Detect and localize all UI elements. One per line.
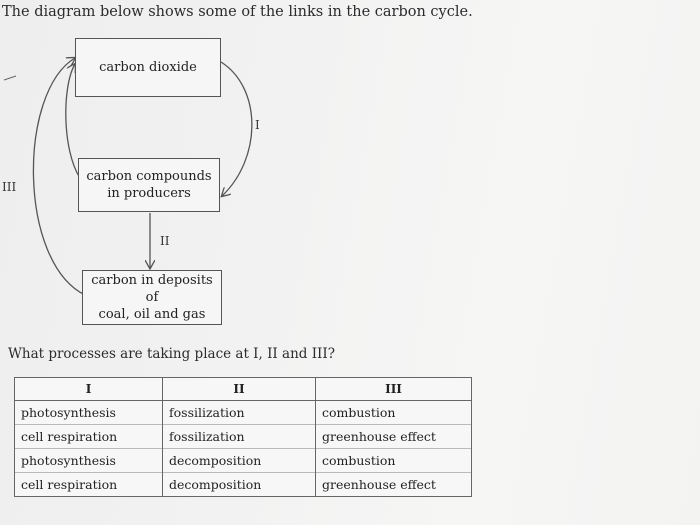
box-producers-line2: in producers: [107, 186, 191, 201]
table-row: [15, 425, 472, 449]
box-deposits-line1: carbon in deposits of: [91, 273, 213, 305]
header-III: III: [316, 378, 472, 401]
table-cell: decomposition: [163, 449, 316, 473]
table-cell: greenhouse effect: [316, 425, 472, 449]
box-deposits-line2: coal, oil and gas: [98, 307, 206, 322]
table-row: [15, 449, 472, 473]
table-cell: cell respiration: [15, 473, 163, 497]
question-text: What processes are taking place at I, II and III?: [8, 346, 335, 362]
box-producers-line1: carbon compounds: [86, 169, 212, 184]
header-I: I: [15, 378, 163, 401]
table-cell: greenhouse effect: [316, 473, 472, 497]
table-cell: fossilization: [163, 401, 316, 425]
stray-mark: [4, 76, 16, 80]
intro-text: The diagram below shows some of the links in the carbon cycle.: [2, 4, 473, 20]
label-III: III: [2, 180, 17, 194]
header-II: II: [163, 378, 316, 401]
table-cell: photosynthesis: [15, 449, 163, 473]
table-header-row: [15, 378, 472, 401]
arrow-I: [221, 62, 252, 196]
table-cell: fossilization: [163, 425, 316, 449]
table-cell: cell respiration: [15, 425, 163, 449]
table-cell: combustion: [316, 449, 472, 473]
table-row: [15, 473, 472, 497]
box-carbon-dioxide-label: carbon dioxide: [99, 60, 197, 75]
table-cell: combustion: [316, 401, 472, 425]
label-II: II: [160, 234, 170, 248]
box-carbon-deposits: [82, 270, 222, 325]
label-I: I: [255, 118, 260, 132]
box-carbon-dioxide: [75, 38, 221, 97]
table-row: [15, 401, 472, 425]
table-cell: photosynthesis: [15, 401, 163, 425]
box-carbon-compounds-producers: [78, 158, 220, 212]
table-cell: decomposition: [163, 473, 316, 497]
answer-table: [14, 377, 472, 497]
